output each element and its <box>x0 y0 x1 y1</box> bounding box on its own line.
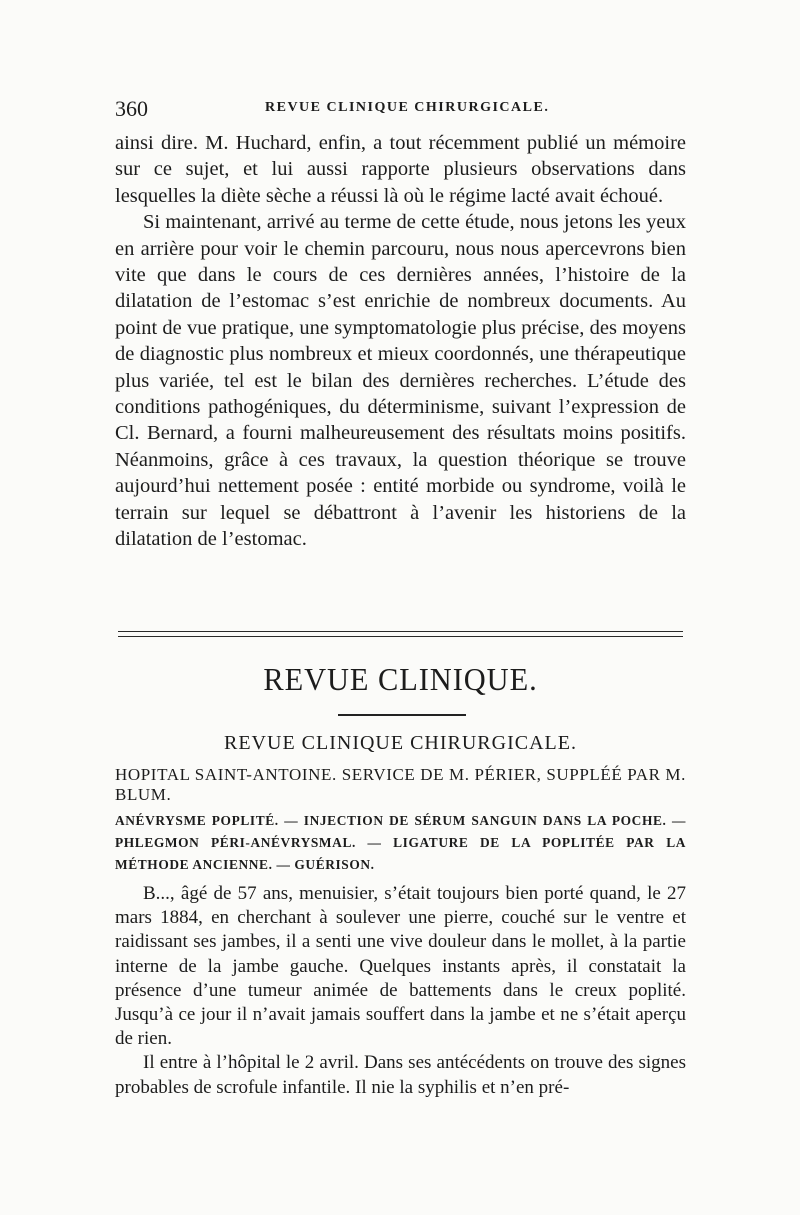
running-title: REVUE CLINIQUE CHIRURGICALE. <box>265 100 550 115</box>
continuation-text <box>115 130 686 553</box>
paragraph: ainsi dire. M. Huchard, enfin, a tout récemment publié un mémoire sur ce sujet, et lui aussi rapporte plusieurs observations dans lesquelles la diète sèche a réussi là où le régime lacté avait échoué. <box>115 132 686 207</box>
page-header <box>115 96 686 120</box>
hospital-line: HOPITAL SAINT-ANTOINE. SERVICE DE M. PÉRIER, SUPPLÉÉ PAR M. BLUM. <box>115 765 686 804</box>
section-divider-bottom <box>118 636 683 637</box>
case-text <box>115 882 686 1100</box>
page-number: 360 <box>115 96 148 121</box>
paragraph: Il entre à l’hôpital le 2 avril. Dans ses antécédents on trouve des signes probables de scrofule infantile. Il nie la syphilis et n’en pré- <box>115 1052 686 1098</box>
paragraph: B..., âgé de 57 ans, menuisier, s’était toujours bien porté quand, le 27 mars 1884, en cherchant à soulever une pierre, couché sur le ventre et raidissant ses jambes, il a senti une vive douleur dans le mollet, à la partie interne de la jambe gauche. Quelques instants après, il constatait la présence d’une tumeur animée de battements dans le creux poplité. Jusqu’à ce jour il n’avait jamais souffert dans la jambe et ne s’était aperçu de rien. <box>115 883 686 1050</box>
section-title: REVUE CLINIQUE. <box>263 661 538 697</box>
summary-text: ANÉVRYSME POPLITÉ. — INJECTION DE SÉRUM SANGUIN DANS LA POCHE. — PHLEGMON PÉRI-ANÉVRYSMAL. — LIGATURE DE LA POPLITÉE PAR LA MÉTHODE ANCIENNE. — GUÉRISON. <box>115 813 686 872</box>
title-rule <box>338 714 466 716</box>
case-summary <box>115 810 686 876</box>
section-subtitle: REVUE CLINIQUE CHIRURGICALE. <box>224 732 577 754</box>
section-divider-top <box>118 631 683 632</box>
paragraph: Si maintenant, arrivé au terme de cette étude, nous jetons les yeux en arrière pour voir le chemin parcouru, nous nous apercevrons bien vite que dans le cours de ces dernières années, l’histoire de la dilatation de l’estomac s’est enrichie de nombreux documents. Au point de vue pratique, une symptomatologie plus précise, des moyens de diagnostic plus nombreux et mieux coordonnés, une thérapeutique plus variée, tel est le bilan des dernières recherches. L’étude des conditions pathogéniques, du déterminisme, suivant l’expression de Cl. Bernard, a fourni malheureusement des résultats moins positifs. Néanmoins, grâce à ces travaux, la question théorique se trouve aujourd’hui nettement posée : entité morbide ou syndrome, voilà le terrain sur lequel se débattront à l’avenir les historiens de la dilatation de l’estomac. <box>115 211 686 551</box>
